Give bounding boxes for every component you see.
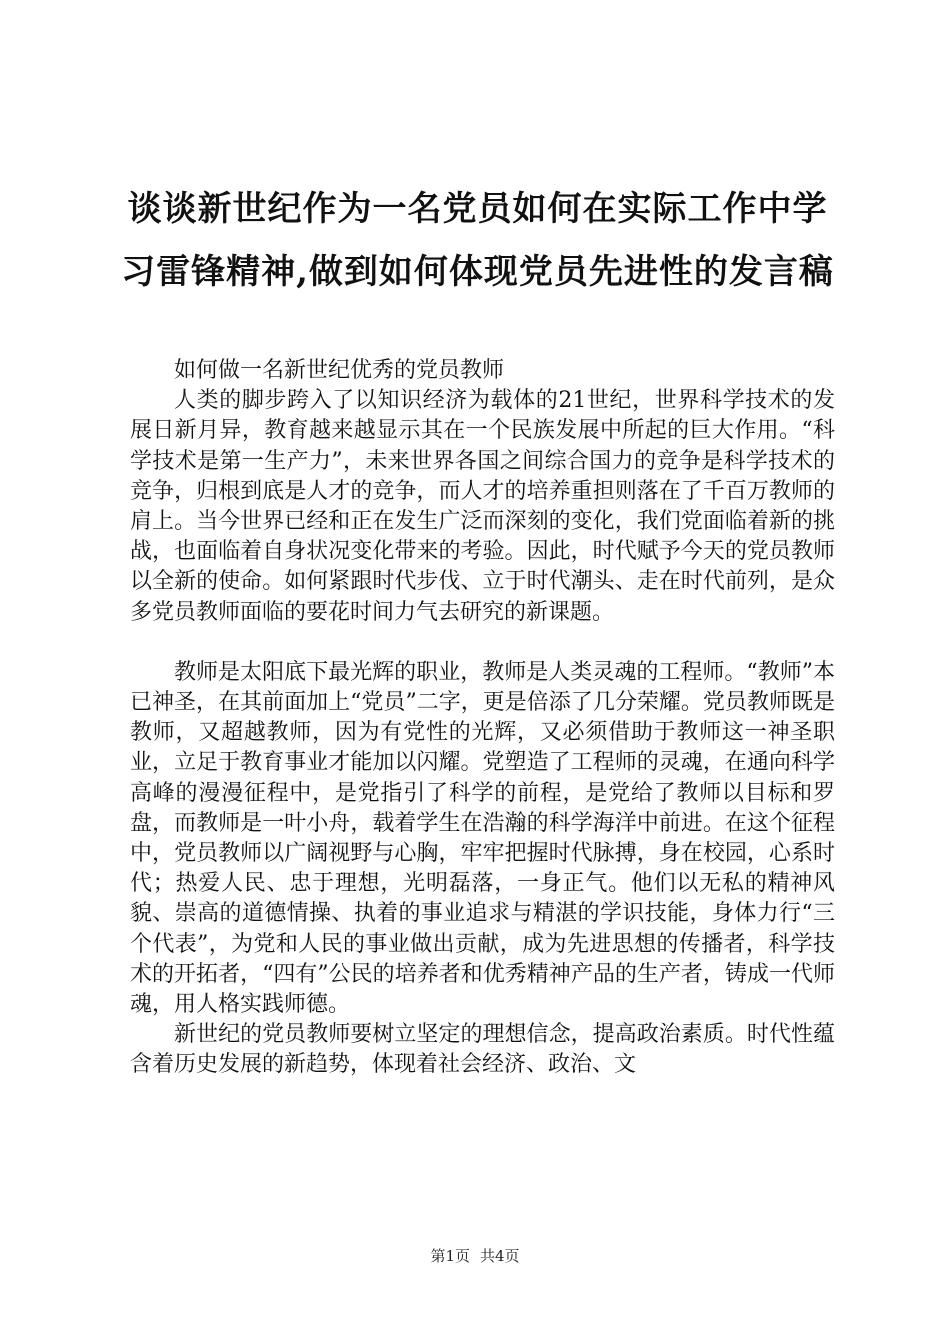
body-paragraph: 新世纪的党员教师要树立坚定的理想信念，提高政治素质。时代性蕴含着历史发展的新趋势，体现着社会经济、政治、文 — [130, 1022, 835, 1078]
section-heading: 如何做一名新世纪优秀的党员教师 — [174, 358, 505, 383]
body-paragraph: 教师是太阳底下最光辉的职业，教师是人类灵魂的工程师。“教师”本已神圣，在其前面加上“党员”二字，更是倍添了几分荣耀。党员教师既是教师，又超越教师，因为有党性的光辉，又必须借助于教师这一神圣职业，立足于教育事业才能加以闪耀。党塑造了工程师的灵魂，在通向科学高峰的漫漫征程中，是党指引了科学的前程，是党给了教师以目标和罗盘，而教师是一叶小舟，载着学生在浩瀚的科学海洋中前进。在这个征程中，党员教师以广阔视野与心胸，牢牢把握时代脉搏，身在校园，心系时代；热爱人民、忠于理想，光明磊落，一身正气。他们以无私的精神风貌、崇高的道德情操、执着的事业追求与精湛的学识技能，身体力行“三个代表”，为党和人民的事业做出贡献，成为先进思想的传播者，科学技术的开拓者，“四有”公民的培养者和优秀精神产品的生产者，铸成一代师魂，用人格实践师德。 — [130, 659, 835, 1018]
document-body — [130, 356, 835, 1081]
page-footer — [0, 1245, 950, 1266]
page-number: 第1页 — [430, 1247, 470, 1265]
page-total: 共4页 — [480, 1247, 520, 1265]
body-paragraph: 人类的脚步跨入了以知识经济为载体的21世纪，世界科学技术的发展日新月异，教育越来越显示其在一个民族发展中所起的巨大作用。“科学技术是第一生产力”，未来世界各国之间综合国力的竞争是科学技术的竞争，归根到底是人才的竞争，而人才的培养重担则落在了千百万教师的肩上。当今世界已经和正在发生广泛而深刻的变化，我们党面临着新的挑战，也面临着自身状况变化带来的考验。因此，时代赋予今天的党员教师以全新的使命。如何紧跟时代步伐、立于时代潮头、走在时代前列，是众多党员教师面临的要花时间力气去研究的新课题。 — [130, 388, 835, 625]
document-title: 谈谈新世纪作为一名党员如何在实际工作中学习雷锋精神,做到如何体现党员先进性的发言稿 — [121, 189, 834, 292]
